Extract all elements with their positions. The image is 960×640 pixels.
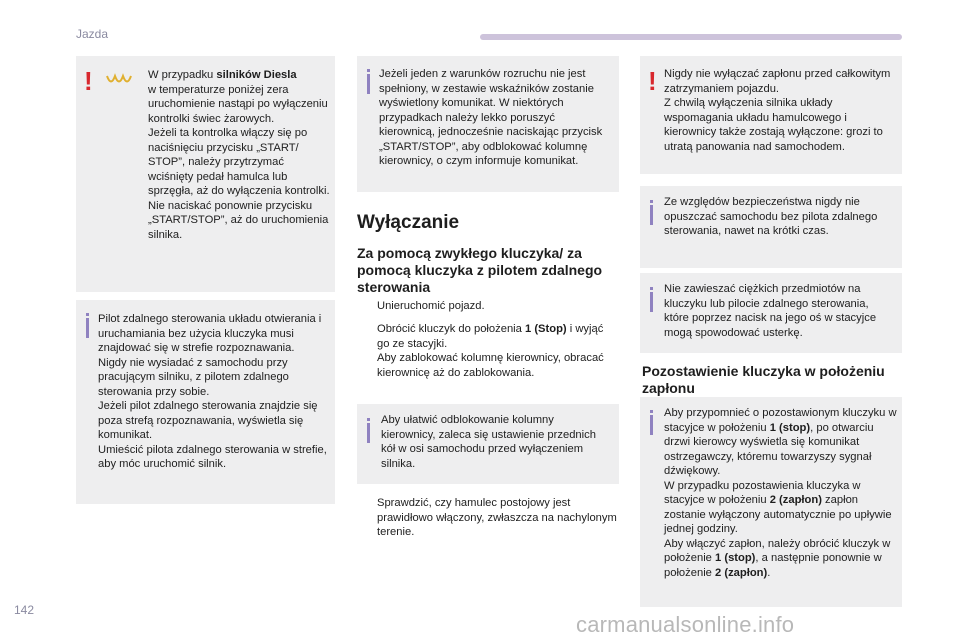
start-info-text: Jeżeli jeden z warunków rozruchu nie jest spełniony, w zestawie wskaźników zostanie wyświetlony komunikat. W niektórych przypadkach należy lekko poruszyć kierownicą, jednocześnie naciskając przycisk „START/STOP”, aby odblokować kolumnę kierownicy, o czym informuje komunikat. xyxy=(379,68,603,167)
subsection-title: Pozostawienie kluczyka w położeniu zapłonu xyxy=(642,363,885,396)
remote-info-text: Pilot zdalnego sterowania układu otwierania i uruchamiania bez użycia kluczyka musi znajdować się w strefie rozpoznawania. Nigdy nie wysiadać z samochodu przy pracującym silniku, z pilotem zdalnego sterowania przy sobie. Jeżeli pilot zdalnego sterowania znajdzie się poza strefą rozpoznawania, wyświetla się komunikat. Umieścić pilota zdalnego sterowania w strefie, aby móc uruchomić silnik. xyxy=(98,313,327,470)
info-box-key-left xyxy=(640,397,902,607)
watermark: carmanualsonline.info xyxy=(576,612,795,637)
info-icon-dot xyxy=(367,69,370,72)
page-header-section: Jazda xyxy=(76,27,109,41)
info-icon xyxy=(650,205,653,225)
section-title: Wyłączanie xyxy=(357,212,460,233)
info-icon xyxy=(650,292,653,312)
info-box-weights xyxy=(640,273,902,353)
info-icon xyxy=(650,415,653,435)
subsection-title: Za pomocą zwykłego kluczyka/ za pomocą kluczyka z pilotem zdalnego sterowania xyxy=(357,245,603,295)
ignition-warning-text: Nigdy nie wyłączać zapłonu przed całkowitym zatrzymaniem pojazdu. Z chwilą wyłączenia silnika układy wspomagania układu hamulcowego i kierownicy także zostają wyłączone: grozi to utratą panowania nad samochodem. xyxy=(664,68,891,153)
warning-box-ignition xyxy=(640,56,902,174)
info-icon xyxy=(367,74,370,94)
glow-plug-icon xyxy=(105,73,135,89)
unlock-info-text: Aby ułatwić odblokowanie kolumny kierownicy, zaleca się ustawienie przednich kół w osi samochodu przed wyłączeniem silnika. xyxy=(381,414,596,470)
warning-box-diesel xyxy=(76,56,335,292)
info-box-start xyxy=(357,56,619,192)
info-icon-dot xyxy=(650,287,653,290)
header-bar xyxy=(480,34,902,40)
info-icon-dot xyxy=(367,418,370,421)
weights-info-text: Nie zawieszać ciężkich przedmiotów na kluczyku lub pilocie zdalnego sterowania, które poprzez nacisk na jego oś w stacyjce mogą spowodować usterkę. xyxy=(664,283,877,339)
info-box-unlock xyxy=(357,404,619,484)
page-number: 142 xyxy=(14,603,35,617)
safety-info-text: Ze względów bezpieczeństwa nigdy nie opuszczać samochodu bez pilota zdalnego sterowania, nawet na krótki czas. xyxy=(664,196,878,237)
diesel-warning-text: W przypadku silników Diesla w temperaturze poniżej zera uruchomienie nastąpi po wyłączeniu kontrolki świec żarowych. Jeżeli ta kontrolka włączy się po naciśnięciu przycisku „START/ STOP”, należy przytrzymać wciśnięty pedał hamulca lub sprzęgła, aż do wyłączenia kontrolki. Nie naciskać ponownie przycisku „START/STOP”, aż do uruchomienia silnika. xyxy=(148,69,330,241)
key-info-text: Aby przypomnieć o pozostawionym kluczyku w stacyjce w położeniu 1 (stop), po otwarciu drzwi kierowcy wyświetla się komunikat ostrzegawczy, któremu towarzyszy sygnał dźwiękowy. W przypadku pozostawienia kluczyka w stacyjce w położeniu 2 (zapłon) zapłon zostanie wyłączony automatycznie po upływie jednej godziny. Aby włączyć zapłon, należy obrócić kluczyk w położenie 1 (stop), a następnie ponownie w położenie 2 (zapłon). xyxy=(664,407,897,579)
info-icon xyxy=(86,318,89,338)
info-icon-dot xyxy=(86,313,89,316)
info-box-remote xyxy=(76,300,335,504)
info-box-safety xyxy=(640,186,902,268)
warning-icon: ! xyxy=(648,66,657,96)
warning-icon: ! xyxy=(84,66,93,96)
info-icon-dot xyxy=(650,200,653,203)
info-icon-dot xyxy=(650,410,653,413)
info-icon xyxy=(367,423,370,443)
